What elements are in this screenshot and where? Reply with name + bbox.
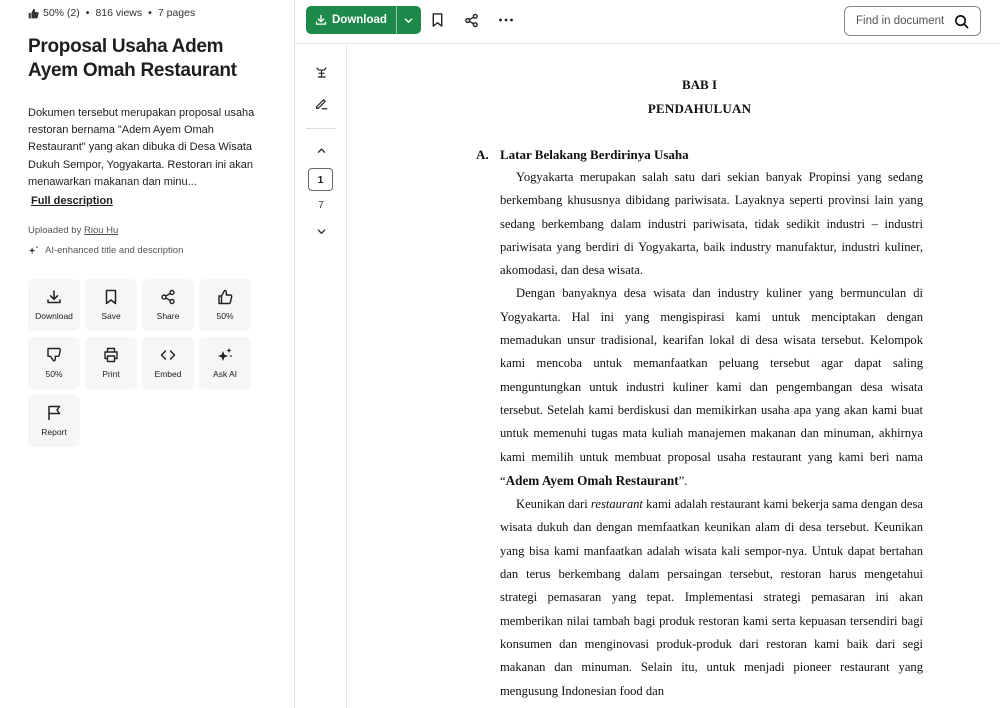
- paragraph-text: Dengan banyaknya desa wisata dan industry kuliner yang bermunculan di Yogyakarta. Hal ini yang mengispirasi kami untuk menciptakan dengan memadukan unsur tradisional, kearifan lokal di desa wisata tersebut. Kelompok kami mencoba untuk memanfaatkan peluang tersebut agar dapat saling menguntungkan untuk industri kuliner kami dan pengembangan desa wisata tersebut. Setelah kami berdiskusi dan memikirkan usaha apa yang akan kami buat untuk memenuhi tugas mata kuliah manajemen makanan dan minuman, akhirnya kami memilih untuk membuat proposal usaha restaurant yang kami beri nama “: [500, 286, 923, 488]
- action-label: 50%: [216, 311, 234, 322]
- section-title: Latar Belakang Berdirinya Usaha: [500, 147, 689, 162]
- download-button[interactable]: [306, 6, 396, 34]
- chevron-down-icon: [403, 15, 414, 26]
- document-toolbar: [295, 0, 1000, 44]
- current-page-input[interactable]: 1: [308, 168, 333, 191]
- download-options-dropdown[interactable]: [397, 6, 421, 34]
- chevron-down-icon: [316, 226, 327, 237]
- total-pages: 7: [318, 200, 324, 211]
- more-options-button[interactable]: [496, 10, 516, 30]
- paragraph-text: ”.: [678, 473, 688, 488]
- italic-term: restaurant: [590, 497, 643, 512]
- paragraph-text: Keunikan dari: [516, 497, 591, 512]
- thumbs-up-filled-icon: [28, 8, 39, 19]
- embed-action-button[interactable]: [142, 337, 194, 389]
- uploader-link[interactable]: Riou Hu: [84, 225, 119, 237]
- download-icon: [46, 289, 62, 305]
- separator-dot: •: [85, 7, 90, 19]
- download-icon: [315, 14, 327, 26]
- action-label: Download: [35, 311, 73, 322]
- report-action-button[interactable]: [28, 395, 80, 447]
- print-icon: [103, 347, 119, 363]
- restaurant-name: Adem Ayem Omah Restaurant: [505, 472, 679, 488]
- action-label: Report: [41, 427, 67, 438]
- embed-icon: [160, 347, 176, 363]
- document-viewer[interactable]: [348, 45, 1000, 708]
- annotate-button[interactable]: [313, 95, 329, 111]
- separator-dot: •: [148, 7, 152, 19]
- document-description: Dokumen tersebut merupakan proposal usaha restoran bernama "Adem Ayem Omah Restaurant" yang akan dibuka di Desa Wisata Dukuh Sempor, Yogyakarta. Restoran ini akan menawarkan makanan dan minu...: [28, 107, 255, 188]
- sparkle-icon: [217, 347, 233, 363]
- full-description-link[interactable]: Full description: [31, 195, 113, 208]
- rail-divider: [306, 128, 336, 129]
- sparkle-icon: [28, 245, 39, 256]
- action-label: Share: [156, 311, 180, 322]
- action-label: Print: [102, 369, 120, 380]
- document-meta: [28, 6, 266, 20]
- find-in-document-input[interactable]: [856, 15, 956, 27]
- bookmark-icon: [430, 12, 445, 28]
- next-page-button[interactable]: [313, 223, 329, 239]
- viewer-side-rail: [295, 45, 347, 708]
- action-label: Save: [101, 311, 121, 322]
- bookmark-icon: [103, 289, 119, 305]
- thumbs-down-icon: [46, 347, 62, 363]
- chevron-up-icon: [316, 145, 327, 156]
- share-action-button[interactable]: [142, 279, 194, 331]
- share-icon: [160, 289, 176, 305]
- ask-ai-action-button[interactable]: [199, 337, 251, 389]
- thumbs-up-icon: [217, 289, 233, 305]
- action-label: Ask AI: [212, 369, 238, 380]
- action-grid: [28, 279, 266, 447]
- print-action-button[interactable]: [85, 337, 137, 389]
- pen-icon: [315, 97, 328, 110]
- action-label: 50%: [45, 369, 63, 380]
- chapter-heading: BAB I: [681, 77, 718, 92]
- paragraph-text: kami adalah restaurant kami bekerja sama dengan desa wisata dukuh dan dengan memfaatkan keunikan alam di desa tersebut. Keunikan yang bisa kami manfaatkan adalah wisata kali sempor-nya. Untuk dapat bertahan dan terus berkembang dalam persaingan tersebut, restoran harus mengetahui strategi pemasaran yang tepat. Implementasi strategi pemasaran ini akan memberikan nilai tambah bagi produk restoran kami serta kepuasan tersendiri bagi konsumen dan menginovasi produk-produk dari restoran kami baik dari segi makanan dan minuman. Selain itu, untuk menjadi pioneer restaurant yang mengusung Indonesian food dan: [500, 497, 923, 698]
- paragraph: Yogyakarta merupakan salah satu dari sekian banyak Propinsi yang sedang berkembang khususnya dibidang pariwisata. Layaknya seperti provinsi lain yang sedang berkembang dalam industri pariwisata, tidak sedikit industri – industri pariwisata yang berdiri di Yogyakarta, baik industry manufaktur, industri kuliner, akomodasi, dan desa wisata.: [500, 170, 923, 278]
- rating-text: 50% (2): [43, 7, 80, 19]
- action-label: Embed: [154, 369, 182, 380]
- text-tool-button[interactable]: [313, 64, 329, 80]
- find-in-document: [844, 6, 981, 36]
- ai-note-text: AI-enhanced title and description: [45, 245, 184, 257]
- document-info-panel: [0, 0, 295, 708]
- document-page: [476, 77, 923, 703]
- paragraph: [476, 282, 923, 493]
- chapter-title: PENDAHULUAN: [647, 101, 752, 116]
- uploaded-by: [28, 225, 266, 236]
- more-horizontal-icon: [498, 12, 514, 28]
- ai-enhanced-note: [28, 245, 266, 256]
- download-button-group: [306, 6, 421, 34]
- uploaded-by-label: Uploaded by: [28, 225, 82, 237]
- share-button[interactable]: [461, 10, 481, 30]
- paragraph: [476, 493, 923, 703]
- pages-count: 7 pages: [157, 7, 196, 19]
- previous-page-button[interactable]: [313, 142, 329, 158]
- share-icon: [464, 13, 479, 28]
- download-action-button[interactable]: [28, 279, 80, 331]
- downvote-action-button[interactable]: [28, 337, 80, 389]
- text-selection-icon: [315, 66, 328, 79]
- save-button[interactable]: [427, 10, 447, 30]
- section-heading: [476, 147, 923, 163]
- flag-icon: [46, 405, 62, 421]
- upvote-action-button[interactable]: [199, 279, 251, 331]
- search-icon[interactable]: [954, 14, 969, 29]
- document-title: Proposal Usaha Adem Ayem Omah Restaurant: [28, 36, 237, 81]
- section-number: A.: [476, 147, 489, 162]
- save-action-button[interactable]: [85, 279, 137, 331]
- views-count: 816 views: [95, 7, 143, 19]
- download-label: Download: [332, 14, 387, 26]
